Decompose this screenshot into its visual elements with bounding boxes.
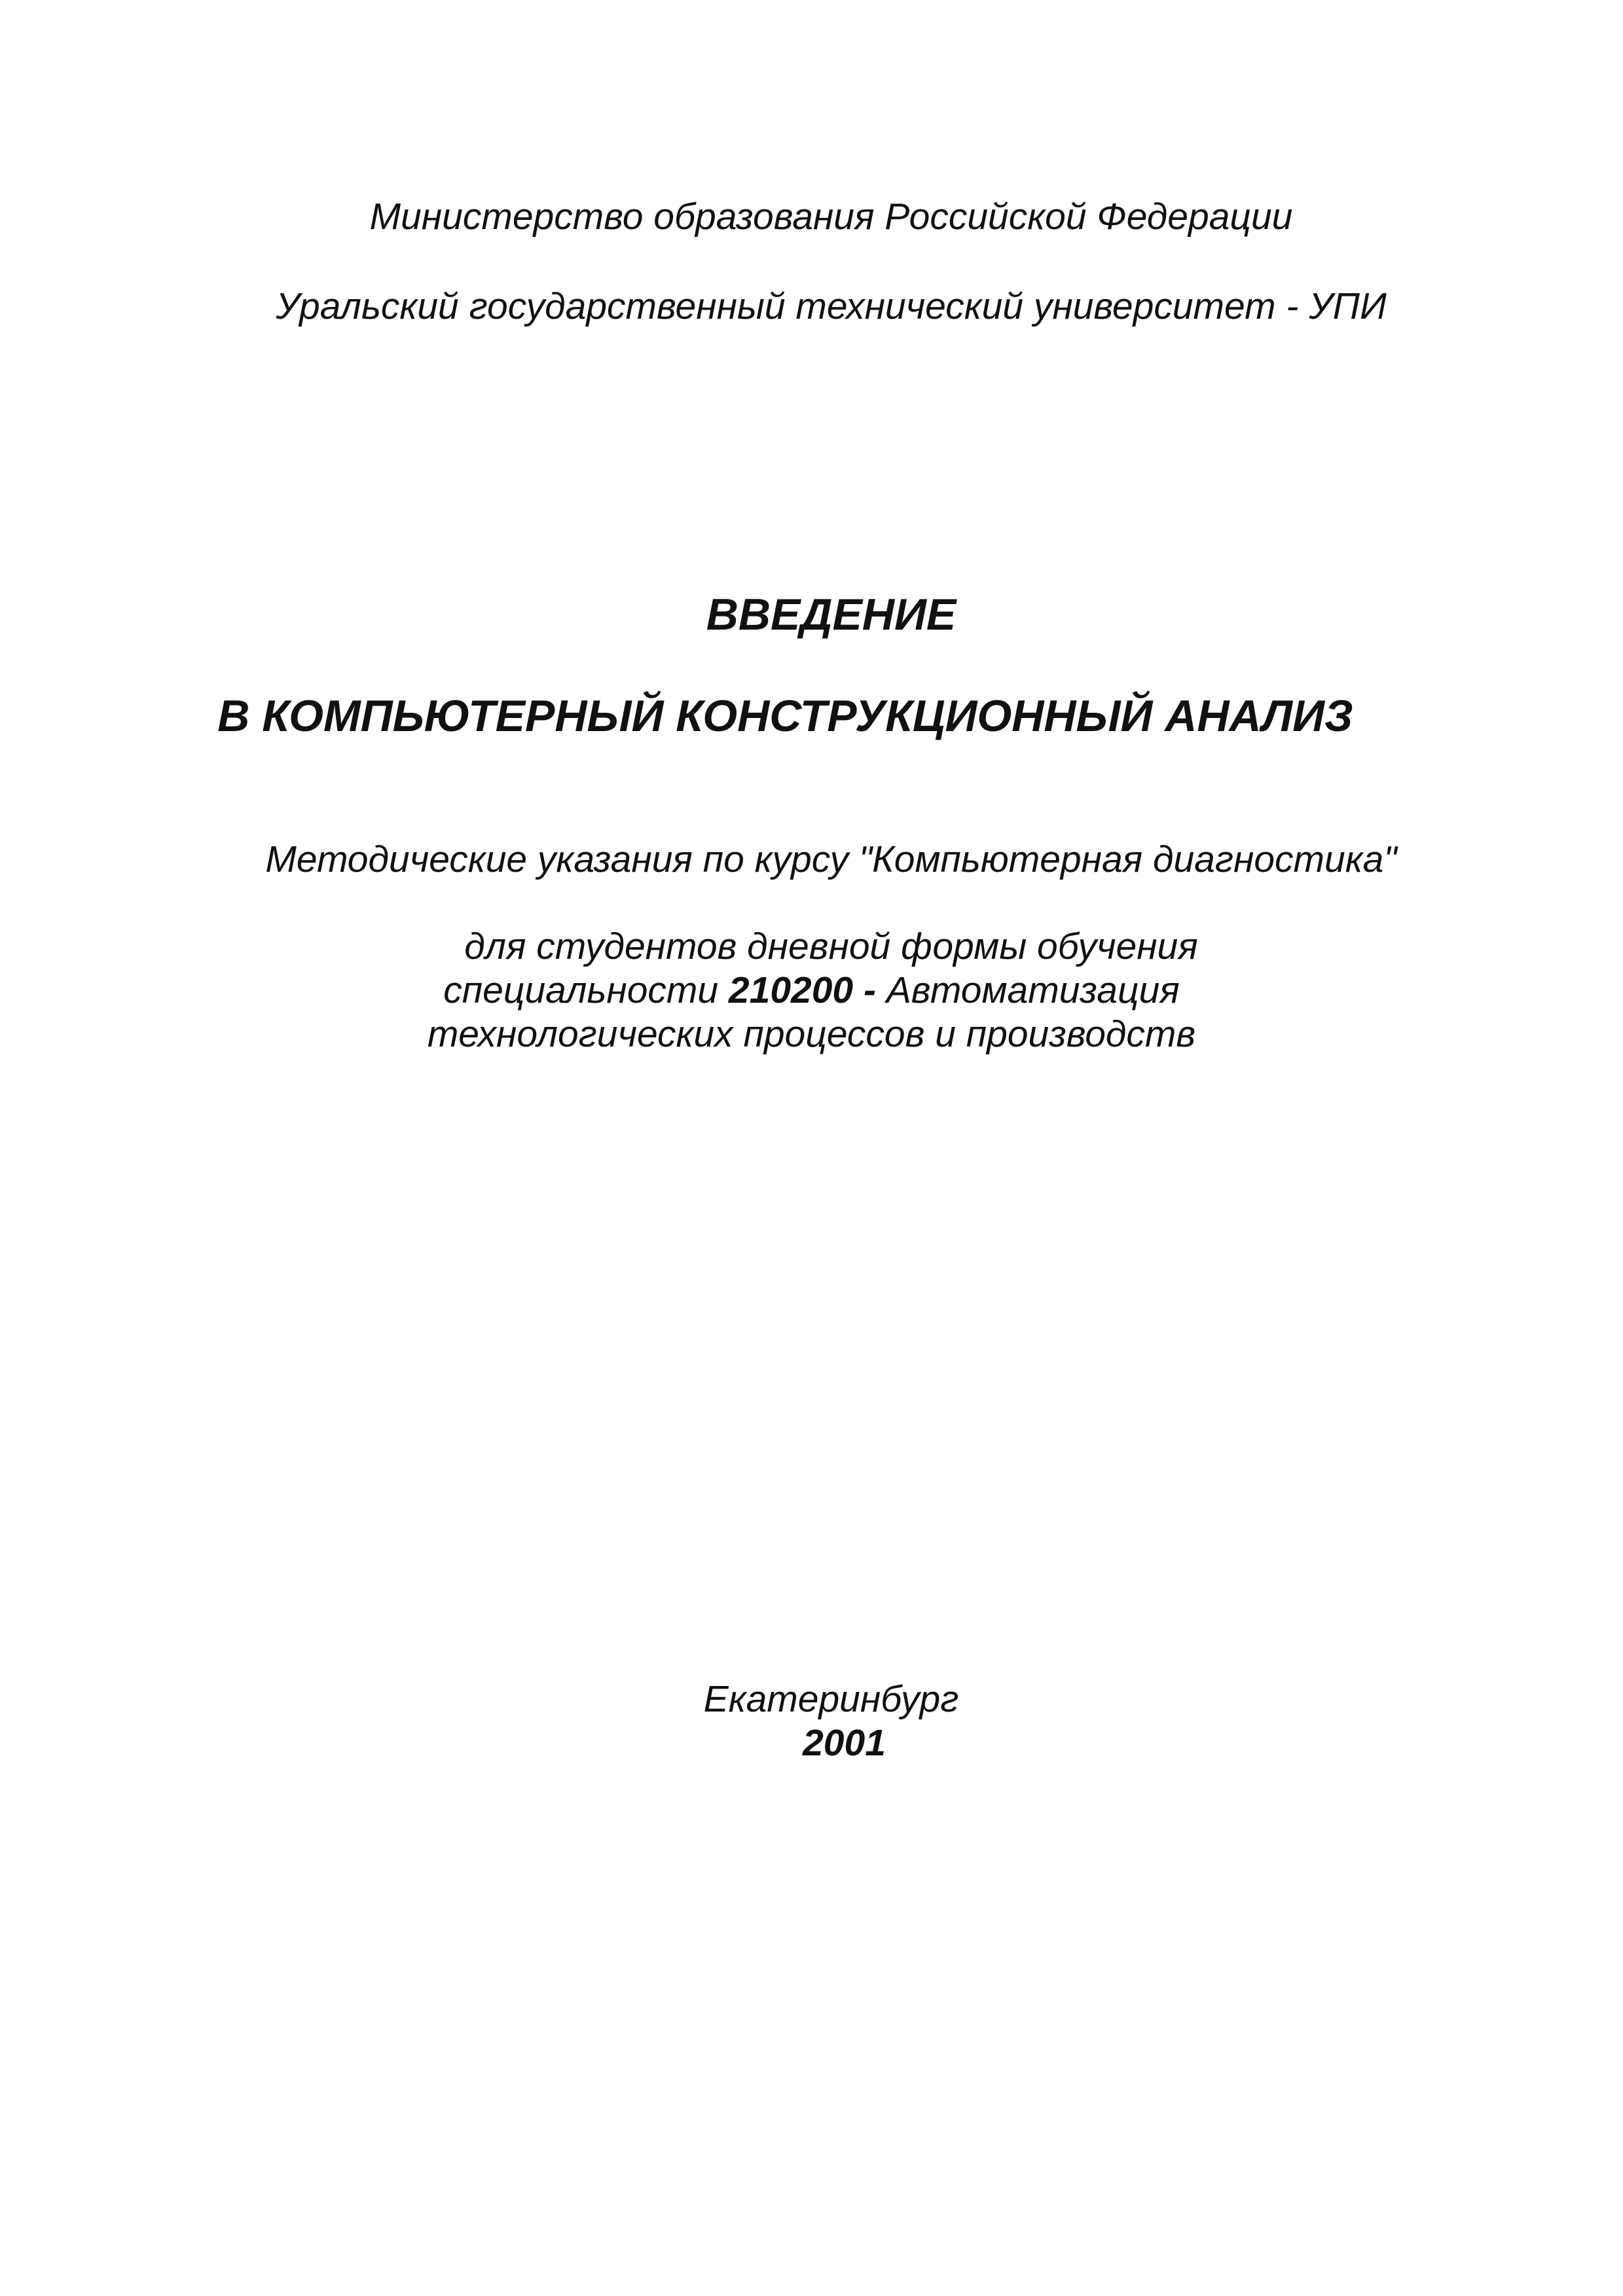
title-line-1: ВВЕДЕНИЕ: [706, 590, 957, 639]
city-line: Екатеринбург: [703, 1678, 959, 1720]
specialty-label: специальности: [443, 969, 729, 1011]
university-line: Уральский государственный технический университет - УПИ: [276, 285, 1387, 327]
specialty-name: Автоматизация: [875, 969, 1180, 1011]
audience-line-3: технологических процессов и производств: [427, 1013, 1196, 1055]
audience-line-2: [0, 969, 1623, 1011]
audience-line-1: для студентов дневной формы обучения: [464, 925, 1198, 967]
title-line-2: В КОМПЬЮТЕРНЫЙ КОНСТРУКЦИОННЫЙ АНАЛИЗ: [217, 691, 1353, 741]
specialty-code: 210200 -: [728, 969, 876, 1011]
ministry-line: Министерство образования Российской Федерации: [369, 196, 1293, 238]
guidelines-line: Методические указания по курсу "Компьютерная диагностика": [265, 838, 1397, 880]
year-line: 2001: [803, 1722, 886, 1764]
